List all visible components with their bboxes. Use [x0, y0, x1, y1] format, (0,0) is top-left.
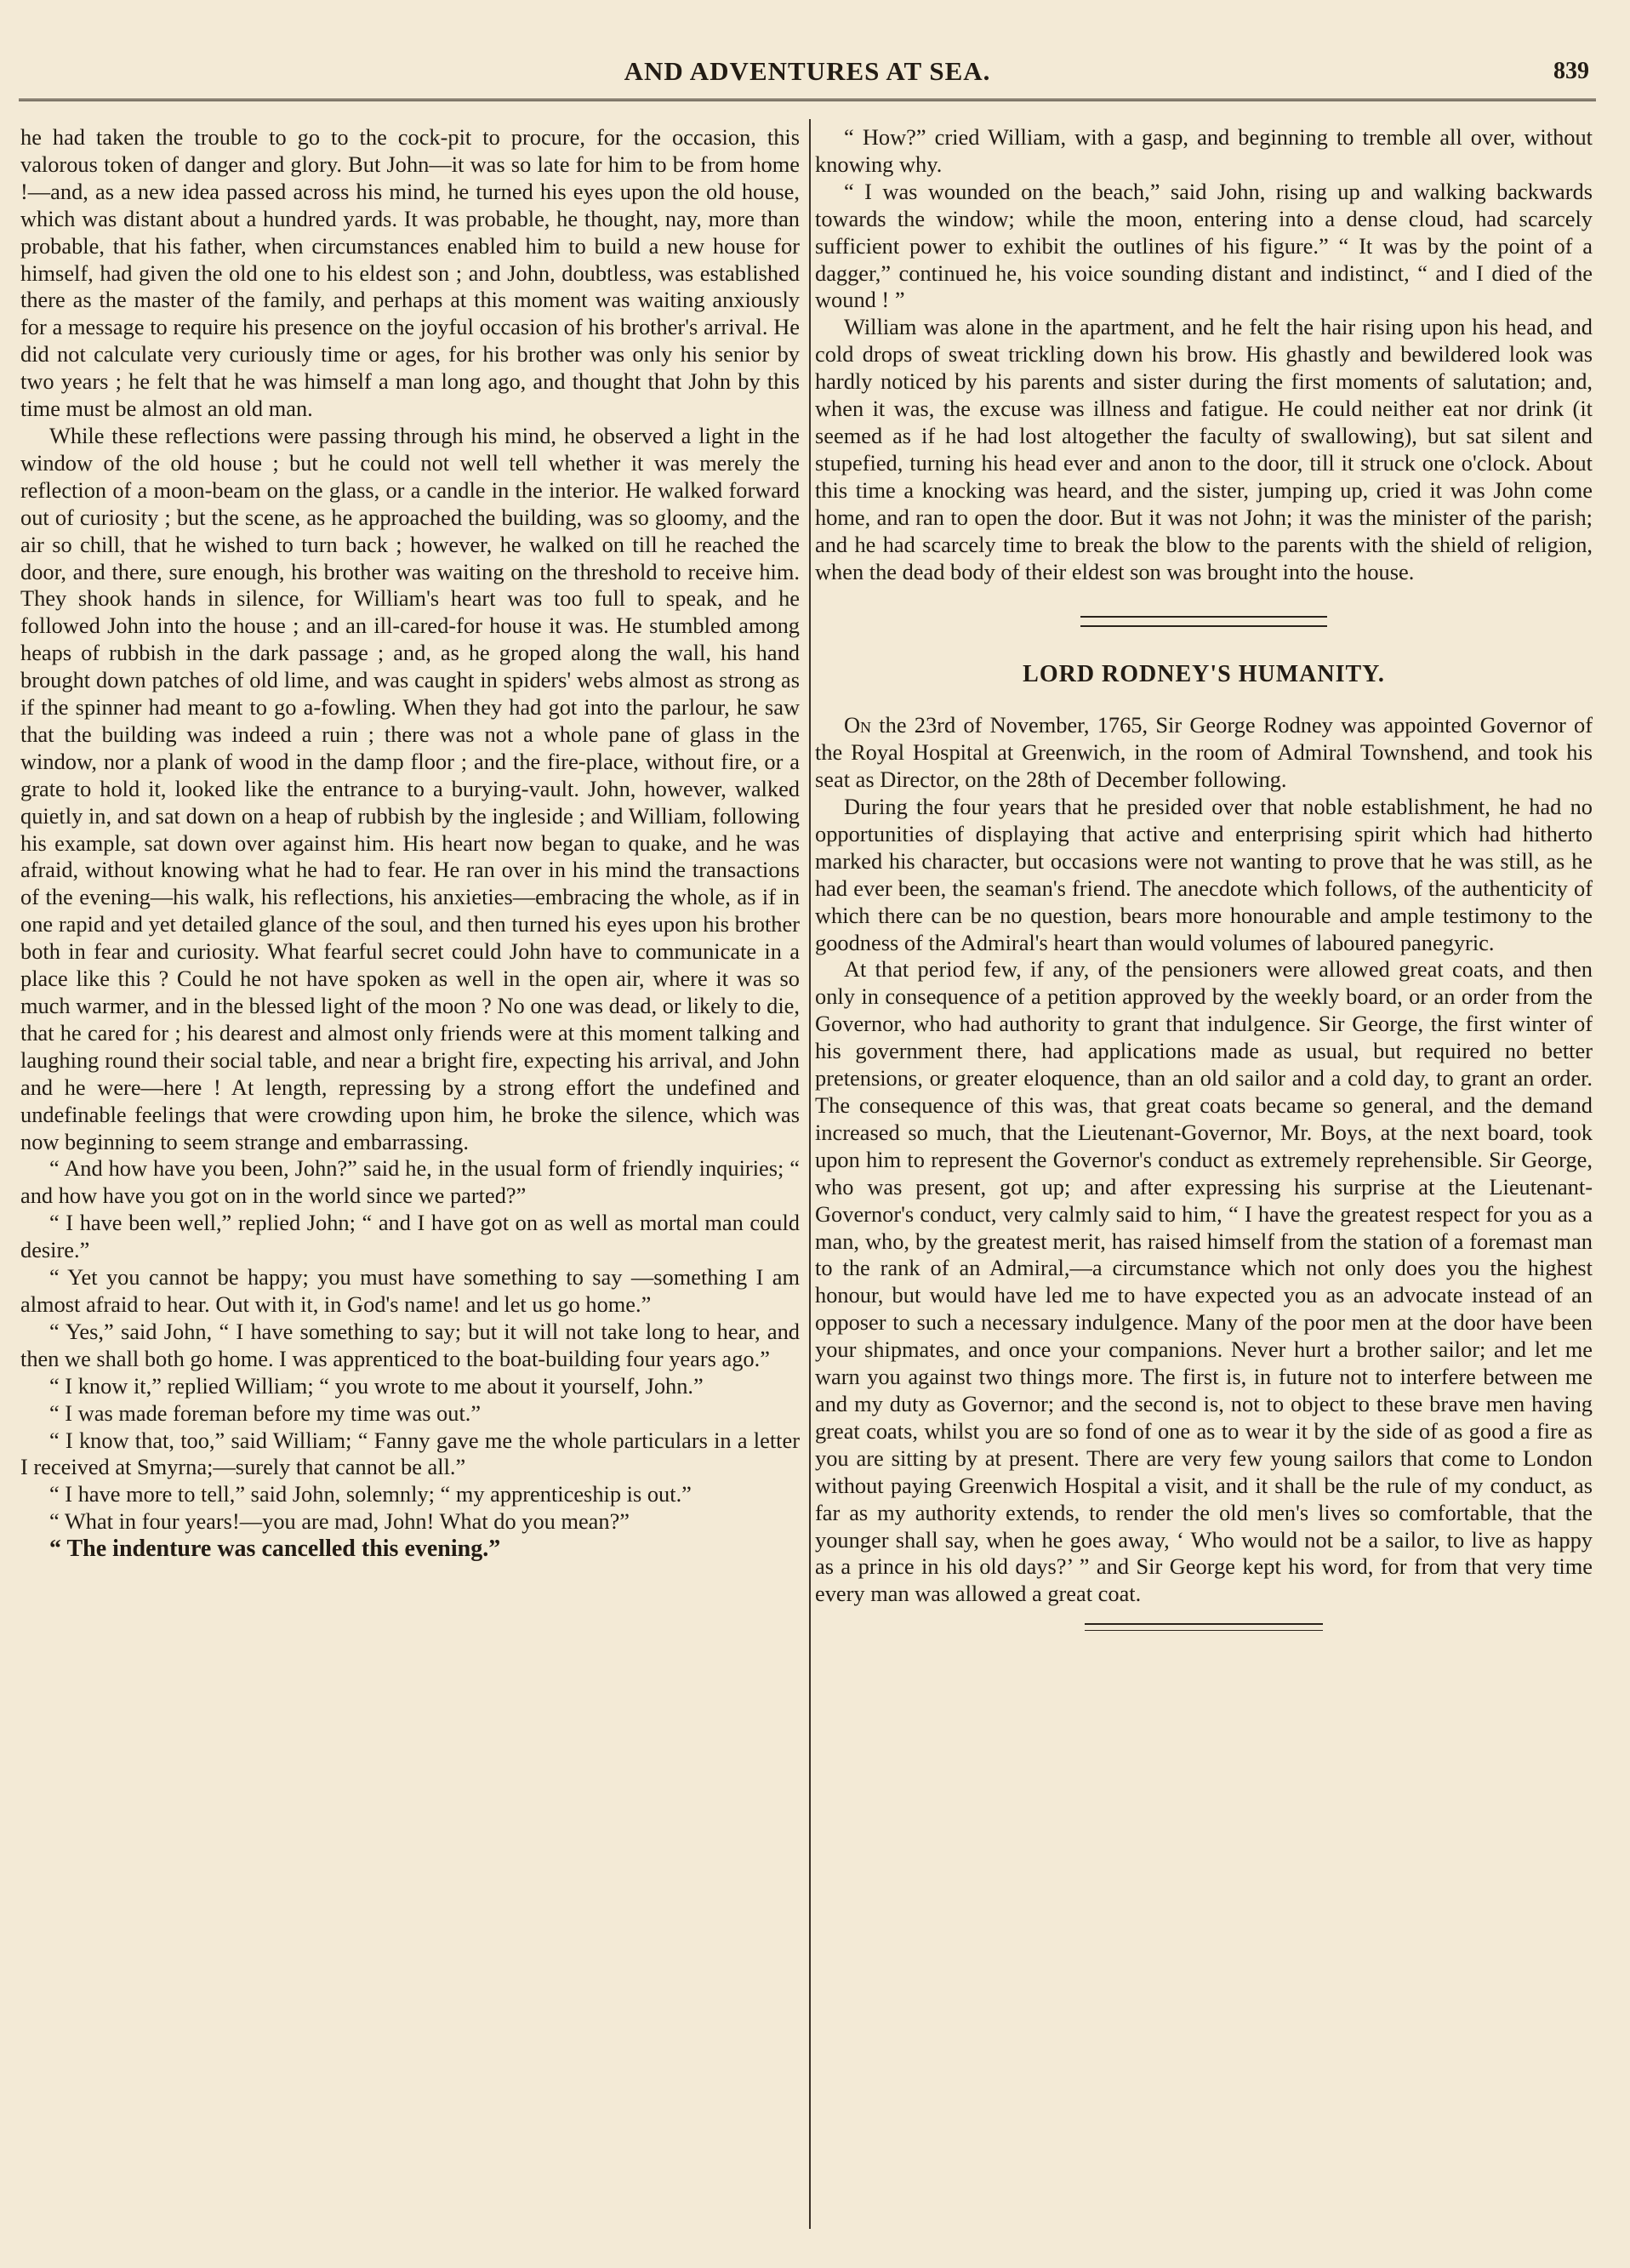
running-head [19, 51, 1596, 101]
right-column [815, 124, 1593, 1631]
paragraph: “ I was wounded on the beach,” said John, rising up and walking backwards towards the window; while the moon, entering into a dense cloud, had scarcely sufficient power to exhibit the outlines of his figure.” “ It was by the point of a dagger,” continued he, his voice sounding distant and indistinct, “ and I died of the wound ! ” [815, 178, 1593, 313]
paragraph: he had taken the trouble to go to the cock-pit to procure, for the occasion, this valorous token of danger and glory. But John—it was so late for him to be from home !—and, as a new idea passed across his mind, he turned his eyes upon the old house, which was distant about a hundred yards. It was probable, he thought, nay, more than probable, that his father, when circumstances enabled him to build a new house for himself, had given the old one to his eldest son ; and John, doubtless, was established there as the master of the family, and perhaps at this moment was waiting anxiously for a message to require his presence on the joyful occasion of his brother's arrival. He did not calculate very curiously time or ages, for his brother was only his senior by two years ; he felt that he was himself a man long ago, and thought that John by this time must be almost an old man. [20, 124, 800, 422]
article-first-paragraph [815, 712, 1593, 794]
paragraph: “ Yet you cannot be happy; you must have something to say —something I am almost afraid to hear. Out with it, in God's name! and let us go home.” [20, 1264, 800, 1317]
paragraph: At that period few, if any, of the pensioners were allowed great coats, and then only in consequence of a petition approved by the weekly board, or an order from the Governor, who had authority to grant that indulgence. Sir George, the first winter of his government there, had applications made as usual, but required no better pretensions, or greater eloquence, than an old sailor and a cold day, to grant an order. The consequence of this was, that great coats became so general, and the demand increased so much, that the Lieutenant-Governor, Mr. Boys, at the next board, took upon him to represent the Governor's conduct as extremely reprehensible. Sir George, who was present, got up; and after expressing his surprise at the Lieutenant-Governor's conduct, very calmly said to him, “ I have the greatest respect for you as a man, who, by the greatest merit, has raised himself from the station of a foremast man to the rank of an Admiral,—a circumstance which not only does you the highest honour, but would have led me to have expected you as an advocate instead of an opposer to such a necessary indulgence. Many of the poor men at the door have been your shipmates, and once your companions. Never hurt a brother sailor; and let me warn you against two things more. The first is, in future not to interfere between me and my duty as Governor; and the second is, not to object to these brave men having great coats, whilst you are so fond of one as to wear it by the side of as good a fire as you are sitting by at present. There are very few young sailors that come to London without paying Greenwich Hospital a visit, and it shall be the rule of my conduct, as far as my authority extends, to render the old men's lives so comfortable, that the younger shall say, when he goes away, ‘ Who would not be a sailor, to live as happy as a prince in his old days?’ ” and Sir George kept his word, for from that very time every man was allowed a great coat. [815, 956, 1593, 1607]
paragraph: While these reflections were passing through his mind, he observed a light in the window of the old house ; but he could not well tell whether it was merely the reflection of a moon-beam on the glass, or a candle in the interior. He walked forward out of curiosity ; but the scene, as he approached the building, was so gloomy, and the air so chill, that he wished to turn back ; however, he walked on till he reached the door, and there, sure enough, his brother was waiting on the threshold to receive him. They shook hands in silence, for William's heart was too full to speak, and he followed John into the house ; and an ill-cared-for house it was. He stumbled among heaps of rubbish in the dark passage ; and, as he groped along the wall, his hand brought down patches of old lime, and was caught in spiders' webs almost as strong as if the spinner had meant to go a-fowling. When they had got into the parlour, he saw that the building was indeed a ruin ; there was not a whole pane of glass in the window, nor a plank of wood in the damp floor ; and the fire-place, without fire, or a grate to hold it, looked like the entrance to a burying-vault. John, however, walked quietly in, and sat down on a heap of rubbish by the ingleside ; and William, following his example, sat down over against him. His heart now began to quake, and he was afraid, without knowing what he had to fear. He ran over in his mind the transactions of the evening—his walk, his reflections, his anxieties—embracing the whole, as if in one rapid and yet detailed glance of the soul, and then turned his eyes upon his brother both in fear and curiosity. What fearful secret could John have to communicate in a place like this ? Could he not have spoken as well in the open air, where it was so much warmer, and in the blessed light of the moon ? No one was dead, or likely to die, that he cared for ; his dearest and almost only friends were at this moment talking and laughing round their social table, and near a bright fire, expecting his arrival, and John and he were—here ! At length, repressing by a strong effort the undefined and undefinable feelings that were crowding upon him, he broke the silence, which was now beginning to seem strange and embarrassing. [20, 422, 800, 1154]
running-head-title: AND ADVENTURES AT SEA. [624, 56, 991, 86]
end-divider [1085, 1623, 1323, 1631]
paragraph: During the four years that he presided over that noble establishment, he had no opportunities of displaying that active and enterprising spirit which had hitherto marked his character, but occasions were not wanting to prove that he was still, as he had ever been, the seaman's friend. The anecdote which follows, of the authenticity of which there can be no question, bears more honourable and ample testimony to the goodness of the Admiral's heart than would volumes of laboured panegyric. [815, 794, 1593, 955]
paragraph: “ Yes,” said John, “ I have something to say; but it will not take long to hear, and then we shall both go home. I was apprenticed to the boat-building four years ago.” [20, 1318, 800, 1371]
section-divider [1080, 616, 1327, 627]
column-divider [809, 119, 811, 2229]
paragraph: “ I have been well,” replied John; “ and I have got on as well as mortal man could desire.” [20, 1210, 800, 1263]
paragraph: “ I have more to tell,” said John, solemnly; “ my apprenticeship is out.” [49, 1481, 692, 1507]
paragraph: “ I know it,” replied William; “ you wrote to me about it yourself, John.” [49, 1372, 704, 1399]
paragraph: “ How?” cried William, with a gasp, and beginning to tremble all over, without knowing why. [815, 124, 1593, 177]
page-number: 839 [1553, 58, 1589, 84]
article-lead-word: On [844, 712, 872, 738]
left-column [20, 124, 800, 1563]
paragraph: William was alone in the apartment, and he felt the hair rising upon his head, and cold drops of sweat trickling down his brow. His ghastly and bewildered look was hardly noticed by his parents and sister during the first moments of salutation; and, when it was, the excuse was illness and fatigue. He could neither eat nor drink (it seemed as if he had lost altogether the faculty of swallowing), but sat silent and stupefied, turning his head ever and anon to the door, till it struck one o'clock. About this time a knocking was heard, and the sister, jumping up, cried it was John come home, and ran to open the door. But it was not John; it was the minister of the parish; and he had scarcely time to break the blow to the parents with the shield of religion, when the dead body of their eldest son was brought into the house. [815, 314, 1593, 584]
article-title: LORD RODNEY'S HUMANITY. [1023, 661, 1385, 688]
paragraph: “ The indenture was cancelled this evening.” [49, 1536, 501, 1563]
paragraph: “ I know that, too,” said William; “ Fanny gave me the whole particulars in a letter I received at Smyrna;—surely that cannot be all.” [20, 1427, 800, 1480]
paragraph: “ What in four years!—you are mad, John! What do you mean?” [49, 1508, 630, 1535]
paragraph: “ And how have you been, John?” said he, in the usual form of friendly inquiries; “ and how have you got on in the world since we parted?” [20, 1155, 800, 1209]
article-first-paragraph-text: the 23rd of November, 1765, Sir George Rodney was appointed Governor of the Royal Hospital at Greenwich, in the room of Admiral Townshend, and took his seat as Director, on the 28th of December following. [815, 712, 1593, 793]
paragraph: “ I was made foreman before my time was out.” [49, 1399, 482, 1426]
